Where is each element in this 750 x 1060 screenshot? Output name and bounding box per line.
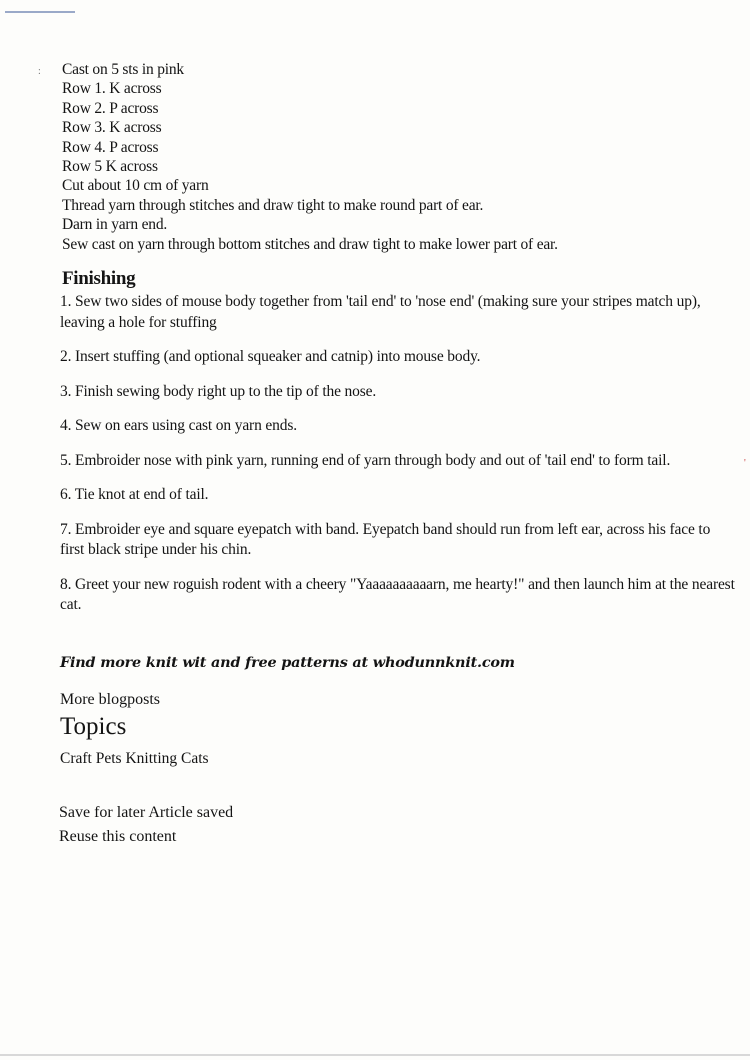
scan-mark: : bbox=[38, 66, 41, 77]
promo-link[interactable]: Find more knit wit and free patterns at whodunnknit.com bbox=[60, 654, 515, 671]
finishing-step: 3. Finish sewing body right up to the tip of the nose. bbox=[60, 382, 377, 400]
save-line bbox=[59, 804, 233, 822]
bottom-rule bbox=[0, 1054, 750, 1056]
topic-link[interactable]: Cats bbox=[181, 750, 209, 767]
more-blogposts-link[interactable]: More blogposts bbox=[60, 691, 160, 708]
pattern-line: Row 2. P across bbox=[62, 99, 159, 117]
pattern-line: Row 4. P across bbox=[62, 138, 159, 156]
pattern-instructions bbox=[62, 60, 732, 254]
finishing-step: 5. Embroider nose with pink yarn, running end of yarn through body and out of 'tail end' to form tail. bbox=[60, 451, 671, 469]
topic-link[interactable]: Pets bbox=[95, 750, 122, 767]
pattern-line: Cast on 5 sts in pink bbox=[62, 61, 184, 78]
pattern-line: Cut about 10 cm of yarn bbox=[62, 177, 209, 195]
topics-list bbox=[60, 750, 209, 768]
finishing-step: 7. Embroider eye and square eyepatch with band. Eyepatch band should run from left ear, across his face to first black stripe under his chin. bbox=[60, 520, 711, 558]
finishing-heading: Finishing bbox=[62, 268, 136, 289]
topics-heading: Topics bbox=[60, 713, 127, 740]
finishing-step: 8. Greet your new roguish rodent with a cheery "Yaaaaaaaaaarn, me hearty!" and then launch him at the nearest cat. bbox=[60, 575, 735, 613]
pattern-line: Thread yarn through stitches and draw tight to make round part of ear. bbox=[62, 196, 484, 214]
pattern-line: Row 5 K across bbox=[62, 158, 158, 176]
pattern-line: Row 1. K across bbox=[62, 80, 162, 98]
finishing-step: 1. Sew two sides of mouse body together from 'tail end' to 'nose end' (making sure your stripes match up), leaving a hole for stuffing bbox=[60, 293, 701, 331]
finishing-step: 4. Sew on ears using cast on yarn ends. bbox=[60, 417, 297, 434]
finishing-step: 6. Tie knot at end of tail. bbox=[60, 486, 209, 503]
save-for-later-button[interactable]: Save for later bbox=[59, 804, 146, 821]
finishing-steps bbox=[60, 292, 735, 630]
pattern-line: Sew cast on yarn through bottom stitches and draw tight to make lower part of ear. bbox=[62, 235, 558, 253]
finishing-step: 2. Insert stuffing (and optional squeaker and catnip) into mouse body. bbox=[60, 348, 481, 365]
topic-link[interactable]: Knitting bbox=[125, 750, 178, 767]
pattern-line: Darn in yarn end. bbox=[62, 216, 168, 234]
topic-link[interactable]: Craft bbox=[60, 750, 92, 767]
top-rule bbox=[5, 11, 75, 13]
reuse-content-link[interactable]: Reuse this content bbox=[59, 828, 177, 845]
scan-mark-right: ' bbox=[744, 458, 746, 469]
pattern-line: Row 3. K across bbox=[62, 119, 162, 137]
article-saved-label: Article saved bbox=[148, 804, 234, 821]
